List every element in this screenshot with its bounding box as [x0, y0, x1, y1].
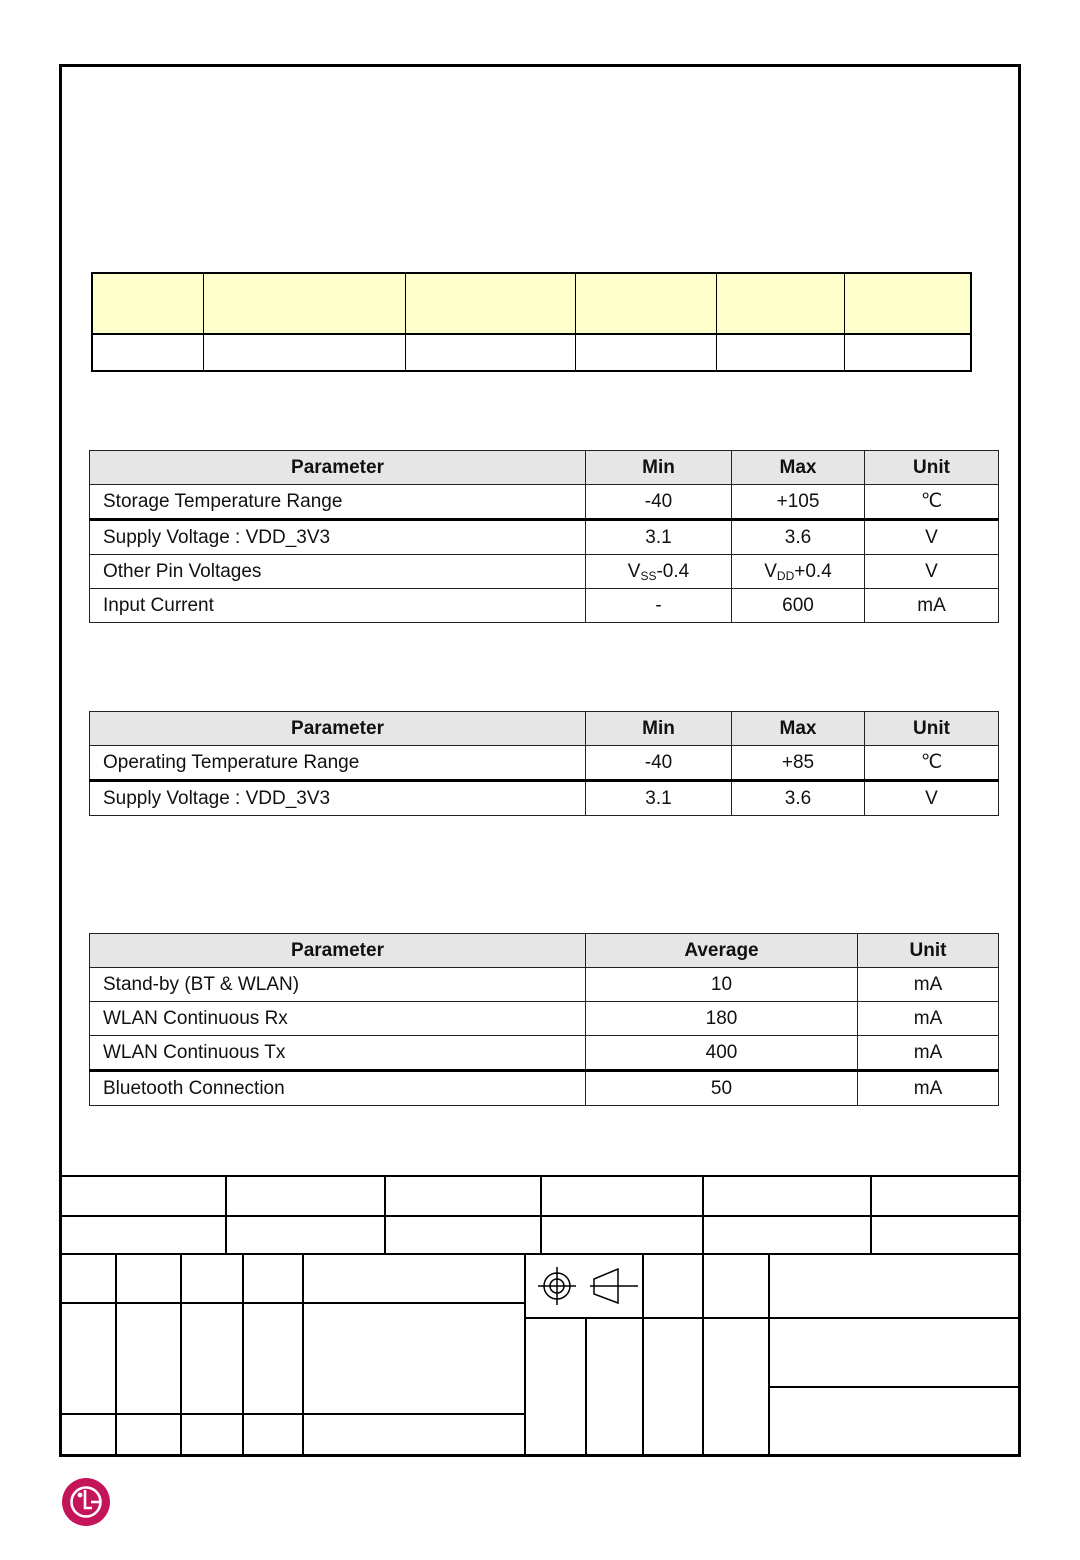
table-row — [90, 1036, 999, 1071]
cell-parameter: Operating Temperature Range — [90, 746, 586, 781]
cell-min: - — [586, 589, 732, 623]
header-average: Average — [586, 934, 858, 968]
header-highlight-row — [93, 274, 970, 335]
cell-min: 3.1 — [586, 520, 732, 555]
cell-unit: ℃ — [865, 485, 999, 520]
cell-unit: mA — [858, 968, 999, 1002]
title-block — [59, 1175, 1021, 1457]
cell-unit: mA — [858, 1036, 999, 1071]
table-row — [90, 1071, 999, 1106]
header-parameter: Parameter — [90, 712, 586, 746]
cell-parameter: Stand-by (BT & WLAN) — [90, 968, 586, 1002]
cell-unit: mA — [858, 1002, 999, 1036]
cell-unit: V — [865, 520, 999, 555]
header-max: Max — [732, 712, 865, 746]
cell-parameter: Bluetooth Connection — [90, 1071, 586, 1106]
absolute-max-table — [89, 450, 999, 623]
cell-max: 3.6 — [732, 781, 865, 816]
table-row — [90, 589, 999, 623]
header-min: Min — [586, 451, 732, 485]
cell-min: 3.1 — [586, 781, 732, 816]
operating-conditions-table — [89, 711, 999, 816]
document-header-table — [91, 272, 972, 372]
cell-parameter: Other Pin Voltages — [90, 555, 586, 589]
cell-max: 3.6 — [732, 520, 865, 555]
lg-logo-icon — [61, 1477, 111, 1527]
header-max: Max — [732, 451, 865, 485]
header-parameter: Parameter — [90, 934, 586, 968]
cell-average: 50 — [586, 1071, 858, 1106]
cell-unit: ℃ — [865, 746, 999, 781]
cell-parameter: Supply Voltage : VDD_3V3 — [90, 520, 586, 555]
cell-parameter: Supply Voltage : VDD_3V3 — [90, 781, 586, 816]
cell-max: +105 — [732, 485, 865, 520]
cell-max: 600 — [732, 589, 865, 623]
header-unit: Unit — [865, 712, 999, 746]
cell-average: 10 — [586, 968, 858, 1002]
cell-parameter: Input Current — [90, 589, 586, 623]
current-consumption-table — [89, 933, 999, 1106]
table-row — [90, 781, 999, 816]
table-row — [90, 555, 999, 589]
header-min: Min — [586, 712, 732, 746]
table-row — [90, 746, 999, 781]
table-header-row — [90, 451, 999, 485]
header-unit: Unit — [865, 451, 999, 485]
cell-unit: mA — [858, 1071, 999, 1106]
cell-parameter: Storage Temperature Range — [90, 485, 586, 520]
table-row — [90, 968, 999, 1002]
cell-average: 180 — [586, 1002, 858, 1036]
table-row — [90, 1002, 999, 1036]
third-angle-projection-icon — [536, 1265, 640, 1307]
cell-max: $V_{DD}+0.4$ — [732, 555, 865, 589]
cell-unit: mA — [865, 589, 999, 623]
cell-parameter: WLAN Continuous Rx — [90, 1002, 586, 1036]
header-unit: Unit — [858, 934, 999, 968]
cell-average: 400 — [586, 1036, 858, 1071]
cell-parameter: WLAN Continuous Tx — [90, 1036, 586, 1071]
table-row — [90, 485, 999, 520]
cell-max: +85 — [732, 746, 865, 781]
cell-min: -40 — [586, 746, 732, 781]
header-parameter: Parameter — [90, 451, 586, 485]
cell-unit: V — [865, 555, 999, 589]
cell-min: $V_{SS}-0.4$ — [586, 555, 732, 589]
cell-unit: V — [865, 781, 999, 816]
table-header-row — [90, 712, 999, 746]
table-row — [90, 520, 999, 555]
cell-min: -40 — [586, 485, 732, 520]
table-header-row — [90, 934, 999, 968]
